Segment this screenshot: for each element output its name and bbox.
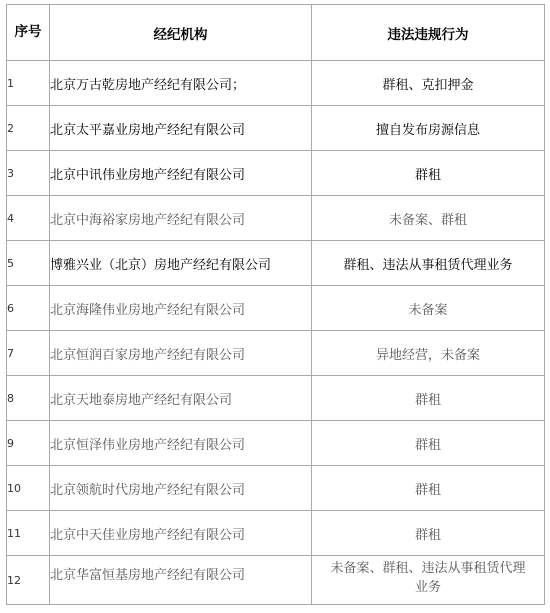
violation-text: 未备案、群租、违法从事租赁代理业务 bbox=[312, 556, 545, 605]
violation-text: 群租 bbox=[312, 466, 545, 511]
table-row bbox=[7, 421, 545, 466]
row-number: 2 bbox=[7, 106, 50, 151]
row-number: 7 bbox=[7, 331, 50, 376]
agency-name: 北京恒润百家房地产经纪有限公司 bbox=[50, 331, 312, 376]
violations-table-container bbox=[6, 4, 544, 605]
violation-text: 群租 bbox=[312, 421, 545, 466]
table-row bbox=[7, 151, 545, 196]
row-number: 12 bbox=[7, 556, 50, 605]
violation-text: 群租、违法从事租赁代理业务 bbox=[312, 241, 545, 286]
row-number: 5 bbox=[7, 241, 50, 286]
violation-text: 群租 bbox=[312, 151, 545, 196]
row-number: 9 bbox=[7, 421, 50, 466]
agency-name: 北京海隆伟业房地产经纪有限公司 bbox=[50, 286, 312, 331]
violation-text: 群租 bbox=[312, 511, 545, 556]
row-number: 10 bbox=[7, 466, 50, 511]
row-number: 11 bbox=[7, 511, 50, 556]
table-row bbox=[7, 376, 545, 421]
violation-text: 未备案、群租 bbox=[312, 196, 545, 241]
row-number: 6 bbox=[7, 286, 50, 331]
row-number: 8 bbox=[7, 376, 50, 421]
table-row bbox=[7, 286, 545, 331]
violation-text: 未备案 bbox=[312, 286, 545, 331]
table-row bbox=[7, 556, 545, 605]
agency-name: 北京中讯伟业房地产经纪有限公司 bbox=[50, 151, 312, 196]
header-row bbox=[7, 5, 545, 61]
agency-name: 北京天地泰房地产经纪有限公司 bbox=[50, 376, 312, 421]
row-number: 1 bbox=[7, 61, 50, 106]
header-violation: 违法违规行为 bbox=[312, 5, 545, 61]
table-row bbox=[7, 241, 545, 286]
table-row bbox=[7, 61, 545, 106]
header-number-label: 序号 bbox=[14, 24, 42, 40]
violation-text: 擅自发布房源信息 bbox=[312, 106, 545, 151]
row-number: 3 bbox=[7, 151, 50, 196]
agency-name: 北京中天佳业房地产经纪有限公司 bbox=[50, 511, 312, 556]
agency-name: 博雅兴业（北京）房地产经纪有限公司 bbox=[50, 241, 312, 286]
agency-name: 北京中海裕家房地产经纪有限公司 bbox=[50, 196, 312, 241]
agency-name: 北京华富恒基房地产经纪有限公司 bbox=[50, 556, 312, 605]
table-row bbox=[7, 511, 545, 556]
violations-table bbox=[6, 4, 545, 605]
agency-name: 北京领航时代房地产经纪有限公司 bbox=[50, 466, 312, 511]
violation-text: 异地经营，未备案 bbox=[312, 331, 545, 376]
header-number bbox=[7, 5, 50, 61]
row-number: 4 bbox=[7, 196, 50, 241]
violation-text: 群租、克扣押金 bbox=[312, 61, 545, 106]
header-agency: 经纪机构 bbox=[50, 5, 312, 61]
table-row bbox=[7, 331, 545, 376]
table-row bbox=[7, 196, 545, 241]
table-row bbox=[7, 466, 545, 511]
violation-text: 群租 bbox=[312, 376, 545, 421]
table-row bbox=[7, 106, 545, 151]
agency-name: 北京恒泽伟业房地产经纪有限公司 bbox=[50, 421, 312, 466]
agency-name: 北京太平嘉业房地产经纪有限公司 bbox=[50, 106, 312, 151]
agency-name: 北京万古乾房地产经纪有限公司； bbox=[50, 61, 312, 106]
